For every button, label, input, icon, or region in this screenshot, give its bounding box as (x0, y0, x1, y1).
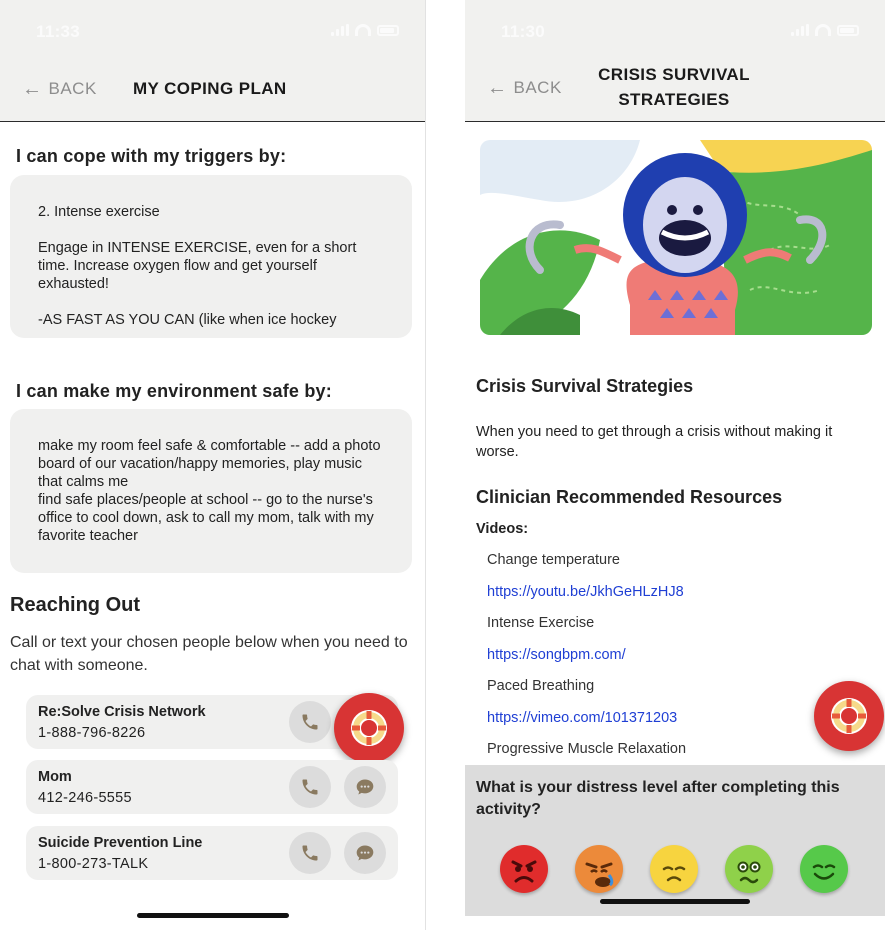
crying-face-icon (575, 845, 623, 893)
reaching-out-text: Call or text your chosen people below when you need to chat with someone. (10, 634, 408, 674)
battery-icon (377, 25, 399, 36)
contact-phone: 1-888-796-8226 (38, 725, 146, 741)
angry-face-icon (500, 845, 548, 893)
section-heading: Crisis Survival Strategies (476, 376, 694, 396)
contact-name: Mom (38, 769, 72, 785)
arrow-left-icon: ← (487, 77, 508, 99)
contact-name: Suicide Prevention Line (38, 835, 203, 851)
chat-bubble-icon (355, 777, 375, 797)
environment-heading: I can make my environment safe by: (16, 381, 332, 401)
sick-face-icon (725, 845, 773, 893)
back-label: BACK (48, 79, 97, 98)
back-button[interactable] (22, 79, 97, 99)
distress-sick-button[interactable] (725, 845, 773, 893)
crisis-illustration-graphic (480, 140, 872, 335)
page-title (583, 62, 765, 112)
wifi-icon (815, 24, 831, 36)
coping-plan-screen (0, 0, 426, 930)
video-link[interactable]: https://youtu.be/JkhGeHLzHJ8 (487, 584, 684, 600)
video-title: Change temperature (487, 552, 620, 568)
signal-icon (791, 24, 809, 36)
environment-card[interactable] (10, 409, 412, 573)
distress-sad-button[interactable] (650, 845, 698, 893)
environment-text: make my room feel safe & comfortable -- add a photo board of our vacation/happy memories, play music that calms me find safe places/people at school -- go to the nurse's office to cool down, ask to call my mom, talk with my favorite teacher (38, 438, 381, 544)
page-title-line1: CRISIS SURVIVAL (598, 65, 750, 84)
triggers-card[interactable] (10, 175, 412, 338)
distress-happy-button[interactable] (800, 845, 848, 893)
distress-question: What is your distress level after completing this activity? (476, 779, 840, 818)
video-title: Intense Exercise (487, 615, 595, 631)
sad-face-icon (650, 845, 698, 893)
status-icons (331, 24, 399, 36)
reaching-out-heading: Reaching Out (10, 594, 141, 616)
distress-angry-button[interactable] (500, 845, 548, 893)
status-time: 11:33 (36, 22, 81, 41)
video-link[interactable]: https://songbpm.com/ (487, 647, 626, 663)
back-label: BACK (513, 78, 562, 97)
videos-label: Videos: (476, 521, 529, 537)
status-time: 11:30 (501, 22, 546, 41)
section-description: When you need to get through a crisis without making it worse. (476, 424, 833, 460)
header-bar (0, 0, 425, 122)
lifebuoy-icon (828, 695, 870, 737)
phone-icon (300, 843, 320, 863)
phone-icon (300, 777, 320, 797)
distress-crying-button[interactable] (575, 845, 623, 893)
phone-icon (300, 712, 320, 732)
contact-phone: 1-800-273-TALK (38, 856, 149, 872)
contact-row (26, 760, 398, 814)
triggers-heading: I can cope with my triggers by: (16, 146, 287, 166)
chat-bubble-icon (355, 843, 375, 863)
status-icons (791, 24, 859, 36)
text-button[interactable] (344, 832, 386, 874)
page-title-line2: STRATEGIES (618, 90, 730, 109)
hero-illustration (480, 140, 872, 335)
video-title: Paced Breathing (487, 678, 595, 694)
distress-panel (465, 765, 885, 916)
home-indicator[interactable] (137, 913, 289, 918)
video-title: Progressive Muscle Relaxation (487, 741, 687, 757)
wifi-icon (355, 24, 371, 36)
contact-phone: 412-246-5555 (38, 790, 132, 806)
triggers-text: 2. Intense exercise Engage in INTENSE EXERCISE, even for a short time. Increase oxygen flow and get yourself exhausted! -AS FAST AS YOU CAN (like when ice hockey (38, 204, 357, 328)
contact-row (26, 826, 398, 880)
page-title: MY COPING PLAN (133, 79, 287, 98)
back-button[interactable] (487, 78, 562, 98)
call-button[interactable] (289, 766, 331, 808)
crisis-help-button[interactable] (334, 693, 404, 763)
call-button[interactable] (289, 701, 331, 743)
home-indicator[interactable] (600, 899, 750, 904)
call-button[interactable] (289, 832, 331, 874)
lifebuoy-icon (348, 707, 390, 749)
contact-name: Re:Solve Crisis Network (38, 704, 206, 720)
crisis-strategies-screen (465, 0, 885, 916)
crisis-help-button[interactable] (814, 681, 884, 751)
header-bar (465, 0, 885, 122)
text-button[interactable] (344, 766, 386, 808)
video-link[interactable]: https://vimeo.com/101371203 (487, 710, 678, 726)
resources-heading: Clinician Recommended Resources (476, 487, 783, 507)
battery-icon (837, 25, 859, 36)
arrow-left-icon: ← (22, 78, 43, 100)
happy-face-icon (800, 845, 848, 893)
signal-icon (331, 24, 349, 36)
